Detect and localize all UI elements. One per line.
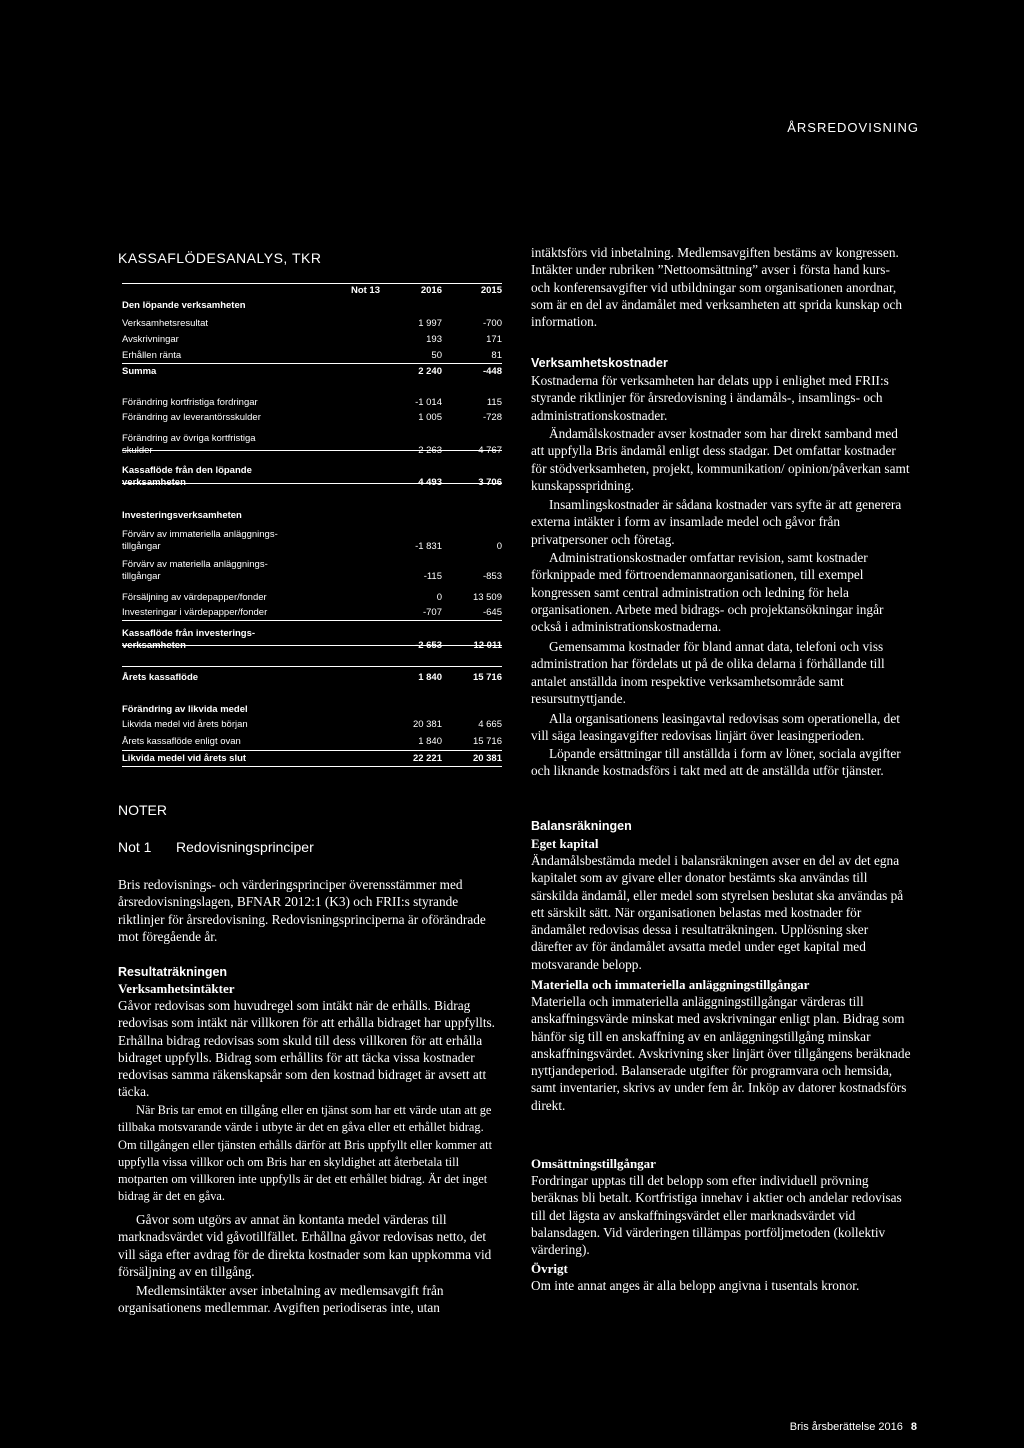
table-row — [122, 465, 502, 477]
value-2016: 1 005 — [418, 412, 442, 423]
table-row — [122, 529, 502, 552]
value-2016: 22 221 — [412, 753, 442, 764]
table-rule — [122, 620, 502, 621]
resultat-heading: Resultaträkningen — [118, 965, 228, 979]
kostnader-p4: Administrationskostnader omfattar revision, samt kostnader förknippade med förtroendemannaorganisationen, till exempel kongressen samt central administration och ledning för hela organisationen. Arbete med bidrags- och projektansökningar ingår också i administrationskostnaderna. — [531, 550, 884, 635]
row-label: Förändring av övriga kortfristiga — [122, 433, 256, 444]
row-label: Kassaflöde från den löpande — [122, 465, 252, 476]
cashflow-title: KASSAFLÖDESANALYS, TKR — [118, 250, 322, 266]
omsattning-heading: Omsättningstillgångar — [531, 1156, 656, 1171]
footer-text: Bris årsberättelse 2016 — [789, 1421, 903, 1433]
row-label: Erhållen ränta — [122, 350, 182, 361]
ovrigt-p1: Om inte annat anges är alla belopp angivna i tusentals kronor. — [531, 1278, 860, 1293]
ovrigt-heading: Övrigt — [531, 1261, 568, 1276]
value-2015: -448 — [482, 366, 502, 377]
intakter-p4: Medlemsintäkter avser inbetalning av medlemsavgift från organisationens medlemmar. Avgiften periodiseras inte, utan — [118, 1283, 444, 1316]
balans-heading: Balansräkningen — [531, 819, 632, 833]
row-label: Avskrivningar — [122, 334, 179, 345]
table-rule — [122, 666, 502, 667]
value-2015 — [442, 640, 502, 652]
kostnader-p7: Löpande ersättningar till anställda i form av löner, sociala avgifter och liknande kostnadsförs i takt med att de anställda utför tjänster. — [531, 746, 901, 779]
value-2015 — [442, 445, 502, 457]
value-2016: 20 381 — [412, 719, 442, 730]
value-2016: -1 014 — [415, 397, 442, 408]
table-row — [122, 433, 502, 445]
not1-label: Not 1 — [118, 839, 152, 855]
table-row — [122, 559, 502, 582]
col-2016: 2016 — [420, 285, 442, 296]
value-2015: -645 — [482, 607, 502, 618]
value-2015: 81 — [491, 350, 502, 361]
kostnader-p1: Kostnaderna för verksamheten har delats upp i enlighet med FRII:s styrande riktlinjer för årsredovisning i ändamåls-, insamlings- och administrationskostnader. — [531, 373, 889, 423]
value-2015: 115 — [486, 397, 502, 408]
value-2016: -707 — [422, 607, 442, 618]
value-2015: 13 509 — [472, 592, 502, 603]
table-rule — [122, 766, 502, 767]
row-label: Likvida medel vid årets början — [122, 719, 248, 730]
table-rule — [122, 750, 502, 751]
row-label-continued: tillgångar — [122, 571, 161, 582]
value-2016: 2 240 — [418, 366, 442, 377]
value-2016: 0 — [436, 592, 442, 603]
row-label-continued: tillgångar — [122, 541, 161, 552]
value-2015: -700 — [482, 318, 502, 329]
row-label: Investeringar i värdepapper/fonder — [122, 607, 268, 618]
page-number: 8 — [910, 1421, 917, 1433]
intro-paragraph: Bris redovisnings- och värderingsprinciper överensstämmer med årsredovisningslagen, BFNAR 2012:1 (K3) och FRII:s styrande riktlinjer för årsredovisning. Redovisningsprinciperna är oförändrade mot föregående år. — [118, 877, 486, 944]
noter-title: NOTER — [118, 802, 167, 818]
not1-title: Redovisningsprinciper — [176, 839, 314, 855]
value-2015: -728 — [482, 412, 502, 423]
col-2015: 2015 — [480, 285, 502, 296]
value-2016: 193 — [426, 334, 442, 345]
intakter-p1: Gåvor redovisas som huvudregel som intäkt när de erhålls. Bidrag redovisas som intäkt när villkoren för att erhålla bidraget har uppfyllts. Erhållna bidrag redovisas som skuld till dess villkoren för att erhålla bidraget uppfylls. Bidrag som erhållits för att täcka vissa kostnader redovisas samma räkenskapsår som den kostnad bidraget är avsett att täcka. — [118, 998, 496, 1100]
value-2016: 1 840 — [418, 672, 442, 683]
row-label: Likvida medel vid årets slut — [122, 753, 247, 764]
value-2015: -853 — [482, 571, 502, 582]
row-label: Förvärv av immateriella anläggnings- — [122, 529, 278, 540]
row-label: Den löpande verksamheten — [122, 300, 246, 311]
header-label: ÅRSREDOVISNING — [787, 120, 919, 135]
intakter-p2: När Bris tar emot en tillgång eller en tjänst som har ett värde utan att ge tillbaka motsvarande värde i utbyte är det en gåva eller ett erhållet bidrag. Om tillgången eller tjänsten erhålls därför att Bris uppfyllt eller kommer att uppfylla vissa villkor och om Bris har en skyldighet att återbetala till motparten om villkoren inte uppfylls är det ett erhållet bidrag. Är det inget bidrag är det en gåva. — [118, 1103, 493, 1204]
value-2016 — [382, 445, 442, 457]
row-label: Förändring av leverantörsskulder — [122, 412, 261, 423]
value-2015: 15 716 — [472, 736, 502, 747]
table-row — [122, 628, 502, 640]
table-rule — [122, 483, 502, 484]
value-2015: 0 — [496, 541, 502, 552]
row-label: Investeringsverksamheten — [122, 510, 242, 521]
value-2016: 1 840 — [418, 736, 442, 747]
materiella-heading: Materiella och immateriella anläggningstillgångar — [531, 977, 810, 992]
value-2015: 171 — [486, 334, 502, 345]
row-label: Förändring kortfristiga fordringar — [122, 397, 258, 408]
row-label-continued — [122, 640, 332, 652]
kostnader-p2: Ändamålskostnader avser kostnader som har direkt samband med att uppfylla Bris ändamål enligt dess stadgar. Det omfattar kostnader för stödverksamheten, projekt, kommunikation/ opinion/påverkan samt kunskapsspridning. — [531, 426, 910, 493]
eget-heading: Eget kapital — [531, 836, 599, 851]
row-label: Verksamhetsresultat — [122, 318, 209, 329]
col-note: Not 13 — [350, 285, 380, 296]
value-2016: 50 — [431, 350, 442, 361]
row-label: Förändring av likvida medel — [122, 704, 248, 715]
eget-p1: Ändamålsbestämda medel i balansräkningen avser en del av det egna kapitalet som av givare eller donator bestämts ska användas till särskilda ändamål, eller medel som styrelsen beslutat ska användas på ett särskilt sätt. När organisationen belastas med kostnader för ändamålet redovisas dessa i resultaträkningen. Upplösning sker därefter av för ändamålet avsatta medel under eget kapital med motsvarande belopp. — [531, 853, 904, 972]
table-rule — [122, 645, 502, 646]
row-label: Kassaflöde från investerings- — [122, 628, 256, 639]
materiella-p1: Materiella och immateriella anläggningstillgångar värderas till anskaffningsvärde minskat med avskrivningar enligt plan. Bidrag som hänför sig till en anskaffning av en anläggningstillgång minskar anskaffningsvärdet. Avskrivning sker linjärt över tillgångens beräknade nyttjandeperiod. Balanserade utgifter för programvara och hemsida, samt inventarier, skrivs av under fem år. Inköp av datorer kostnadsförs direkt. — [531, 994, 911, 1113]
kostnader-p3: Insamlingskostnader är sådana kostnader vars syfte är att generera externa intäkter i form av insamlade medel och gåvor från privatpersoner och företag. — [531, 497, 902, 547]
value-2016: -1 831 — [415, 541, 442, 552]
kostnader-heading: Verksamhetskostnader — [531, 356, 668, 370]
value-2015: 15 716 — [472, 672, 502, 683]
footer — [790, 1421, 917, 1433]
kostnader-p6: Alla organisationens leasingavtal redovisas som operationella, det vill säga leasingavgifter redovisas linjärt över leasingperioden. — [531, 711, 900, 744]
right-p1: intäktsförs vid inbetalning. Medlemsavgiften bestäms av kongressen. Intäkter under rubriken ”Nettoomsättning” avser i första hand kurs- och konferensavgifter vid utbildningar som organisationen anordnar, som är en del av ändamålet med verksamheten att sprida kunskap och information. — [531, 245, 903, 330]
table-rule-top — [122, 283, 502, 284]
table-rule — [122, 450, 502, 451]
intakter-heading: Verksamhetsintäkter — [118, 981, 235, 996]
intakter-p3: Gåvor som utgörs av annat än kontanta medel värderas till marknadsvärdet vid gåvotillfället. Erhållna gåvor redovisas netto, det vill säga efter avdrag för de direkta kostnader som kan uppkomma vid försäljning av en tillgång. — [118, 1212, 492, 1279]
row-label: Summa — [122, 366, 157, 377]
row-label: Årets kassaflöde enligt ovan — [122, 736, 241, 747]
omsattning-p1: Fordringar upptas till det belopp som efter individuell prövning beräknas bli betalt. Kortfristiga innehav i aktier och andelar redovisas till det lägsta av anskaffningsvärdet eller marknadsvärdet vid balansdagen. Vid värderingen tillämpas portföljmetoden (kollektiv värdering). — [531, 1173, 902, 1258]
value-2016 — [382, 640, 442, 652]
value-2016: 1 997 — [418, 318, 442, 329]
table-rule — [122, 363, 502, 364]
value-2016: -115 — [423, 571, 442, 582]
row-label: Förvärv av materiella anläggnings- — [122, 559, 268, 570]
row-label-continued — [122, 445, 332, 457]
kostnader-p5: Gemensamma kostnader för bland annat data, telefoni och viss administration har fördelats ut på de olika delarna i förhållande till antalet anställda inom respektive verksamhetsområde samt resursutnyttjande. — [531, 639, 885, 706]
row-label: Årets kassaflöde — [122, 672, 199, 683]
row-label: Försäljning av värdepapper/fonder — [122, 592, 267, 603]
value-2015: 20 381 — [472, 753, 502, 764]
value-2015: 4 665 — [478, 719, 502, 730]
